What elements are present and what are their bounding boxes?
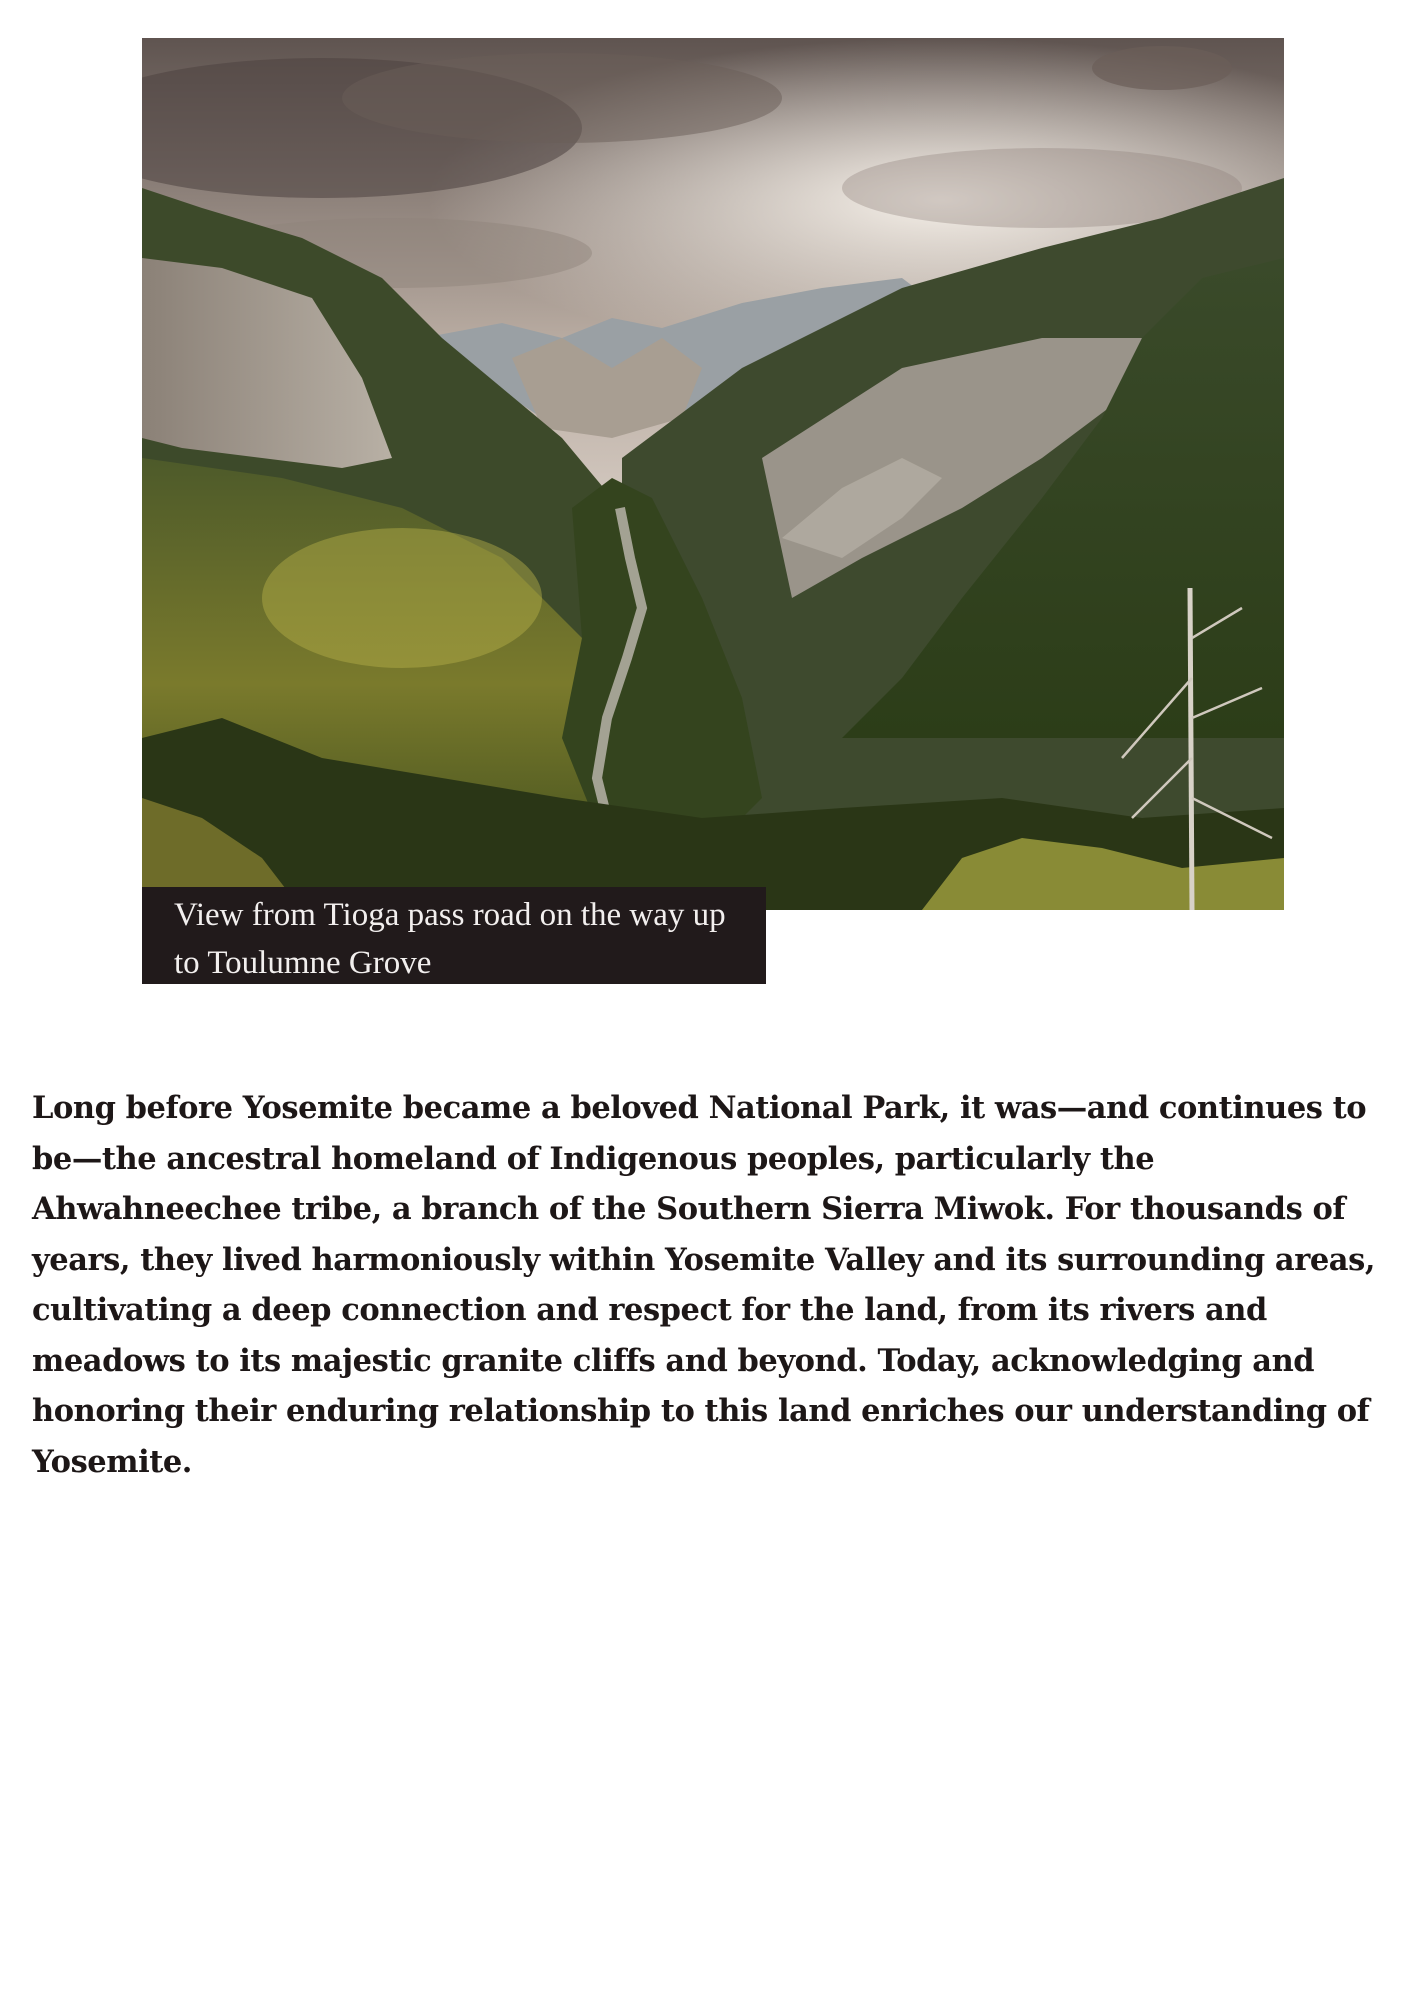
photo-caption: View from Tioga pass road on the way up to Toulumne Grove — [142, 887, 766, 984]
intro-paragraph: Long before Yosemite became a beloved National Park, it was—and continues to be—the ancestral homeland of Indigenous peoples, particularly the Ahwahneechee tribe, a branch of the Southern Sierra Miwok. For thousands of years, they lived harmoniously within Yosemite Valley and its surrounding areas, cultivating a deep connection and respect for the land, from its rivers and meadows to its majestic granite cliffs and beyond. Today, acknowledging and honoring their enduring relationship to this land enriches our understanding of Yosemite. — [32, 1090, 1376, 1480]
valley-photo — [142, 38, 1284, 910]
